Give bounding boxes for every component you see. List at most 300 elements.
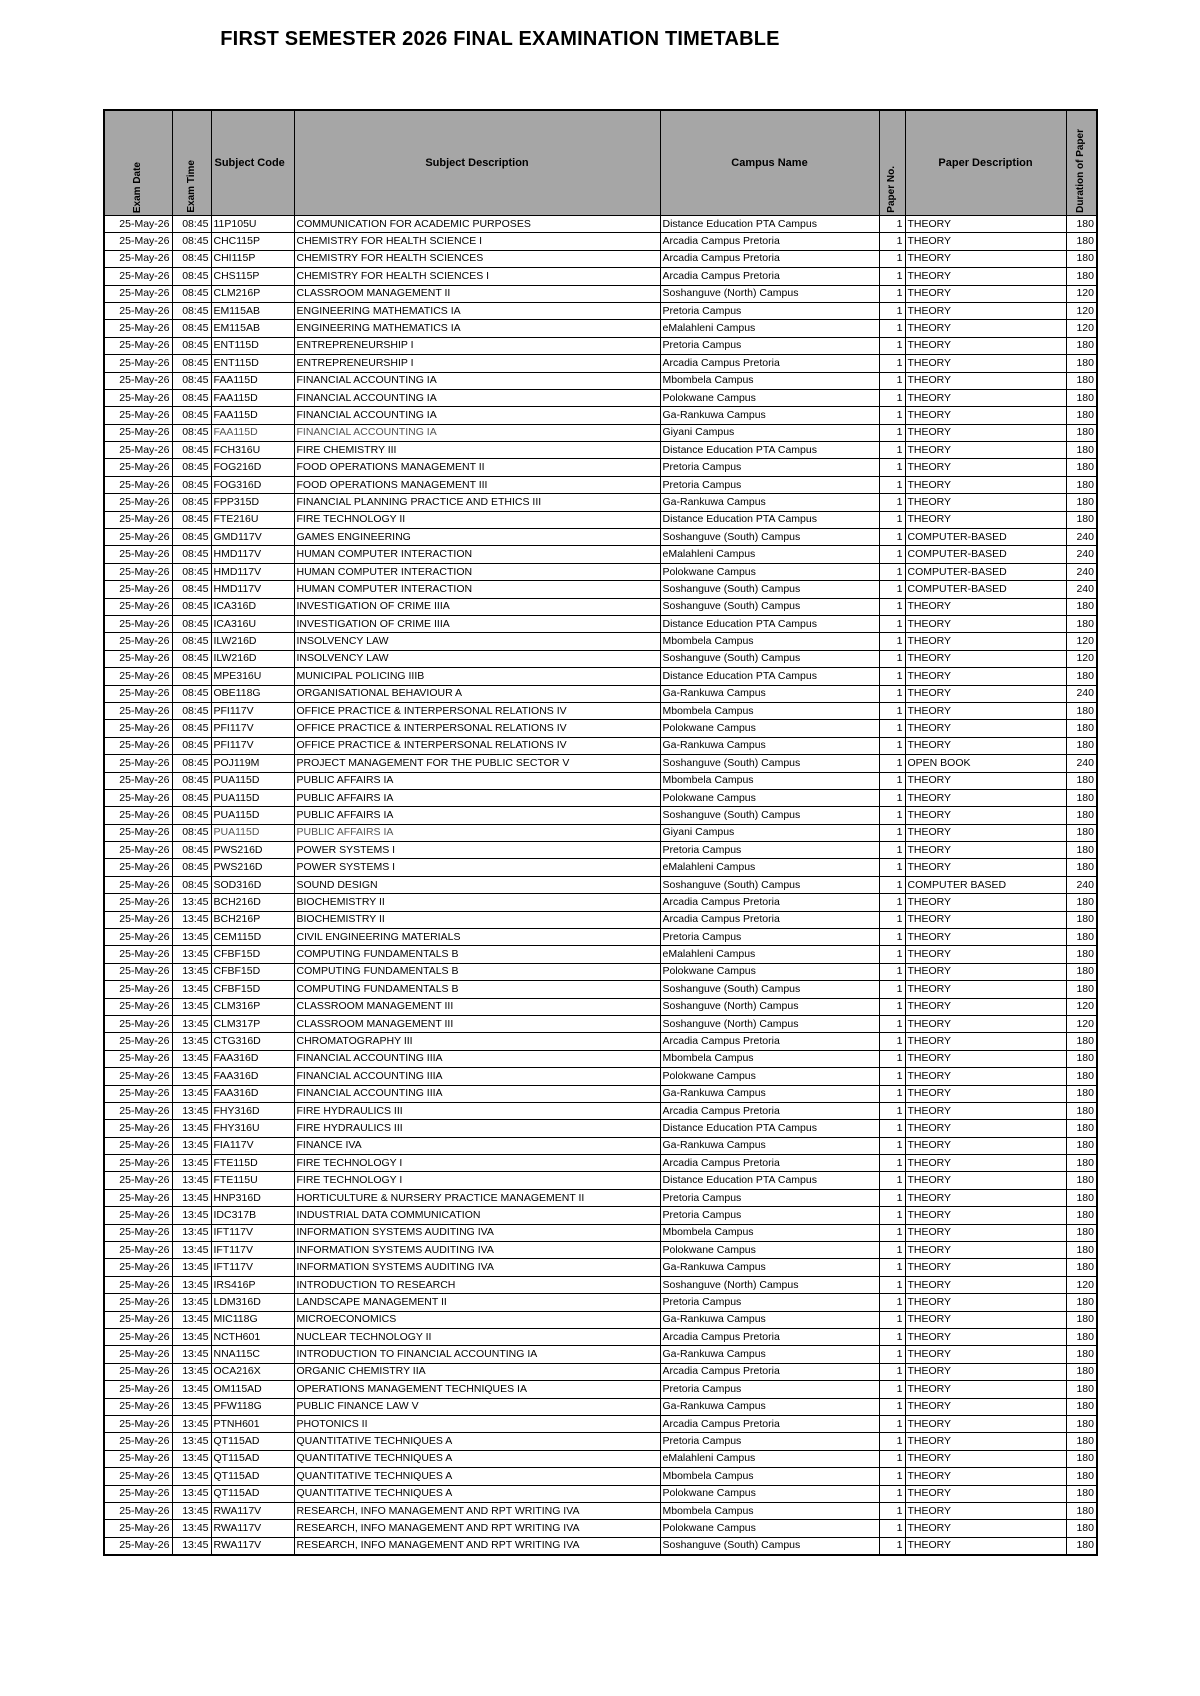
cell-exam-time: 08:45 (172, 598, 211, 615)
cell-exam-date: 25-May-26 (104, 981, 172, 998)
cell-campus-name: Distance Education PTA Campus (660, 1120, 879, 1137)
cell-subject-description: OFFICE PRACTICE & INTERPERSONAL RELATIONS IV (294, 737, 660, 754)
cell-paper-description: THEORY (905, 494, 1066, 511)
table-row (104, 1346, 1097, 1363)
cell-exam-time: 08:45 (172, 216, 211, 233)
cell-paper-no: 1 (879, 581, 905, 598)
cell-subject-description: ORGANIC CHEMISTRY IIA (294, 1363, 660, 1380)
cell-paper-description: THEORY (905, 250, 1066, 267)
cell-subject-code: PTNH601 (211, 1415, 294, 1432)
cell-campus-name: Mbombela Campus (660, 1468, 879, 1485)
cell-subject-code: FCH316U (211, 442, 294, 459)
cell-paper-description: THEORY (905, 1207, 1066, 1224)
cell-campus-name: Distance Education PTA Campus (660, 442, 879, 459)
cell-duration: 180 (1066, 1433, 1097, 1450)
cell-subject-description: INTRODUCTION TO RESEARCH (294, 1276, 660, 1293)
cell-campus-name: Arcadia Campus Pretoria (660, 1102, 879, 1119)
cell-exam-date: 25-May-26 (104, 702, 172, 719)
cell-paper-no: 1 (879, 372, 905, 389)
cell-exam-date: 25-May-26 (104, 216, 172, 233)
cell-subject-description: CIVIL ENGINEERING MATERIALS (294, 929, 660, 946)
cell-subject-code: QT115AD (211, 1433, 294, 1450)
cell-exam-time: 13:45 (172, 1485, 211, 1502)
cell-duration: 120 (1066, 650, 1097, 667)
cell-paper-no: 1 (879, 1415, 905, 1432)
cell-exam-date: 25-May-26 (104, 1398, 172, 1415)
cell-paper-description: THEORY (905, 911, 1066, 928)
cell-duration: 180 (1066, 1294, 1097, 1311)
cell-subject-description: POWER SYSTEMS I (294, 842, 660, 859)
cell-exam-date: 25-May-26 (104, 1068, 172, 1085)
cell-exam-time: 08:45 (172, 859, 211, 876)
cell-duration: 240 (1066, 755, 1097, 772)
cell-exam-time: 08:45 (172, 581, 211, 598)
cell-paper-no: 1 (879, 998, 905, 1015)
cell-paper-no: 1 (879, 842, 905, 859)
cell-exam-time: 08:45 (172, 337, 211, 354)
cell-subject-description: RESEARCH, INFO MANAGEMENT AND RPT WRITING IVA (294, 1502, 660, 1519)
cell-subject-code: RWA117V (211, 1537, 294, 1555)
cell-subject-description: POWER SYSTEMS I (294, 859, 660, 876)
table-row (104, 216, 1097, 233)
cell-exam-time: 08:45 (172, 302, 211, 319)
cell-paper-description: THEORY (905, 737, 1066, 754)
cell-paper-no: 1 (879, 285, 905, 302)
cell-exam-date: 25-May-26 (104, 511, 172, 528)
cell-exam-time: 13:45 (172, 1468, 211, 1485)
cell-exam-time: 13:45 (172, 1120, 211, 1137)
cell-campus-name: Arcadia Campus Pretoria (660, 894, 879, 911)
cell-subject-code: FHY316U (211, 1120, 294, 1137)
cell-duration: 180 (1066, 1068, 1097, 1085)
cell-paper-no: 1 (879, 1433, 905, 1450)
cell-duration: 180 (1066, 1033, 1097, 1050)
table-row (104, 476, 1097, 493)
cell-subject-description: CHEMISTRY FOR HEALTH SCIENCES (294, 250, 660, 267)
cell-paper-description: THEORY (905, 720, 1066, 737)
table-row (104, 529, 1097, 546)
cell-subject-code: IFT117V (211, 1242, 294, 1259)
cell-duration: 180 (1066, 911, 1097, 928)
cell-duration: 120 (1066, 320, 1097, 337)
cell-duration: 180 (1066, 1381, 1097, 1398)
cell-exam-date: 25-May-26 (104, 1468, 172, 1485)
cell-subject-code: ICA316U (211, 615, 294, 632)
cell-campus-name: Soshanguve (South) Campus (660, 529, 879, 546)
cell-subject-description: RESEARCH, INFO MANAGEMENT AND RPT WRITING IVA (294, 1537, 660, 1555)
table-row (104, 1415, 1097, 1432)
cell-duration: 180 (1066, 824, 1097, 841)
cell-campus-name: Pretoria Campus (660, 459, 879, 476)
cell-paper-no: 1 (879, 789, 905, 806)
table-row (104, 407, 1097, 424)
cell-campus-name: Soshanguve (South) Campus (660, 650, 879, 667)
cell-exam-date: 25-May-26 (104, 407, 172, 424)
cell-subject-code: RWA117V (211, 1520, 294, 1537)
cell-subject-description: OPERATIONS MANAGEMENT TECHNIQUES IA (294, 1381, 660, 1398)
table-row (104, 1155, 1097, 1172)
cell-paper-no: 1 (879, 511, 905, 528)
cell-campus-name: Distance Education PTA Campus (660, 511, 879, 528)
cell-paper-description: THEORY (905, 337, 1066, 354)
cell-campus-name: eMalahleni Campus (660, 946, 879, 963)
cell-subject-code: PFW118G (211, 1398, 294, 1415)
cell-paper-no: 1 (879, 1381, 905, 1398)
cell-subject-description: INSOLVENCY LAW (294, 650, 660, 667)
cell-duration: 180 (1066, 1137, 1097, 1154)
cell-exam-time: 08:45 (172, 355, 211, 372)
cell-paper-description: THEORY (905, 285, 1066, 302)
cell-subject-code: IFT117V (211, 1224, 294, 1241)
cell-duration: 180 (1066, 494, 1097, 511)
cell-paper-description: THEORY (905, 702, 1066, 719)
cell-exam-date: 25-May-26 (104, 650, 172, 667)
cell-duration: 240 (1066, 581, 1097, 598)
cell-paper-description: THEORY (905, 1120, 1066, 1137)
cell-exam-date: 25-May-26 (104, 1102, 172, 1119)
cell-subject-description: PUBLIC AFFAIRS IA (294, 807, 660, 824)
cell-subject-description: MUNICIPAL POLICING IIIB (294, 668, 660, 685)
cell-subject-description: CHROMATOGRAPHY III (294, 1033, 660, 1050)
cell-paper-description: THEORY (905, 1485, 1066, 1502)
cell-subject-code: FHY316D (211, 1102, 294, 1119)
cell-paper-no: 1 (879, 563, 905, 580)
cell-exam-date: 25-May-26 (104, 929, 172, 946)
cell-campus-name: Soshanguve (South) Campus (660, 1537, 879, 1555)
cell-subject-description: GAMES ENGINEERING (294, 529, 660, 546)
cell-duration: 180 (1066, 511, 1097, 528)
header-exam-time-label: Exam Time (185, 160, 197, 213)
cell-subject-description: PUBLIC FINANCE LAW V (294, 1398, 660, 1415)
table-row (104, 615, 1097, 632)
cell-duration: 180 (1066, 1415, 1097, 1432)
table-row (104, 1242, 1097, 1259)
cell-paper-no: 1 (879, 807, 905, 824)
table-row (104, 876, 1097, 893)
table-row (104, 1137, 1097, 1154)
cell-campus-name: Soshanguve (South) Campus (660, 598, 879, 615)
cell-duration: 120 (1066, 1276, 1097, 1293)
cell-paper-description: THEORY (905, 1015, 1066, 1032)
cell-paper-no: 1 (879, 1068, 905, 1085)
cell-paper-description: COMPUTER-BASED (905, 581, 1066, 598)
cell-duration: 180 (1066, 1363, 1097, 1380)
cell-duration: 180 (1066, 894, 1097, 911)
cell-paper-no: 1 (879, 355, 905, 372)
cell-subject-description: INFORMATION SYSTEMS AUDITING IVA (294, 1242, 660, 1259)
table-row (104, 337, 1097, 354)
cell-paper-no: 1 (879, 1329, 905, 1346)
cell-paper-description: THEORY (905, 1155, 1066, 1172)
cell-duration: 180 (1066, 1242, 1097, 1259)
cell-subject-description: BIOCHEMISTRY II (294, 894, 660, 911)
cell-subject-code: EM115AB (211, 320, 294, 337)
cell-paper-description: THEORY (905, 1363, 1066, 1380)
cell-exam-time: 08:45 (172, 320, 211, 337)
cell-paper-description: THEORY (905, 1068, 1066, 1085)
cell-subject-code: PUA115D (211, 824, 294, 841)
table-row (104, 1398, 1097, 1415)
cell-subject-description: FINANCIAL ACCOUNTING IA (294, 372, 660, 389)
cell-exam-time: 08:45 (172, 511, 211, 528)
cell-exam-time: 08:45 (172, 633, 211, 650)
cell-exam-date: 25-May-26 (104, 581, 172, 598)
cell-exam-time: 13:45 (172, 1102, 211, 1119)
cell-paper-description: THEORY (905, 1085, 1066, 1102)
cell-subject-code: CLM317P (211, 1015, 294, 1032)
cell-exam-date: 25-May-26 (104, 355, 172, 372)
cell-campus-name: Ga-Rankuwa Campus (660, 1311, 879, 1328)
cell-exam-time: 13:45 (172, 1520, 211, 1537)
cell-subject-code: HMD117V (211, 546, 294, 563)
cell-exam-time: 13:45 (172, 1294, 211, 1311)
cell-paper-description: THEORY (905, 1033, 1066, 1050)
table-row (104, 1520, 1097, 1537)
cell-exam-date: 25-May-26 (104, 876, 172, 893)
cell-subject-description: ORGANISATIONAL BEHAVIOUR A (294, 685, 660, 702)
cell-paper-no: 1 (879, 1172, 905, 1189)
table-row (104, 998, 1097, 1015)
header-duration-label: Duration of Paper (1075, 129, 1087, 213)
cell-paper-description: THEORY (905, 442, 1066, 459)
cell-campus-name: Arcadia Campus Pretoria (660, 1033, 879, 1050)
cell-paper-description: THEORY (905, 1311, 1066, 1328)
cell-paper-no: 1 (879, 1398, 905, 1415)
cell-campus-name: Polokwane Campus (660, 1242, 879, 1259)
cell-subject-description: CLASSROOM MANAGEMENT III (294, 998, 660, 1015)
cell-exam-date: 25-May-26 (104, 772, 172, 789)
cell-paper-description: THEORY (905, 842, 1066, 859)
cell-subject-code: GMD117V (211, 529, 294, 546)
cell-campus-name: Soshanguve (South) Campus (660, 581, 879, 598)
table-row (104, 1102, 1097, 1119)
cell-subject-description: MICROECONOMICS (294, 1311, 660, 1328)
cell-subject-description: PROJECT MANAGEMENT FOR THE PUBLIC SECTOR V (294, 755, 660, 772)
cell-campus-name: Pretoria Campus (660, 1189, 879, 1206)
cell-paper-description: THEORY (905, 1294, 1066, 1311)
cell-exam-time: 13:45 (172, 911, 211, 928)
cell-paper-description: THEORY (905, 1468, 1066, 1485)
cell-subject-code: HNP316D (211, 1189, 294, 1206)
cell-duration: 180 (1066, 459, 1097, 476)
cell-duration: 180 (1066, 789, 1097, 806)
timetable-body (104, 216, 1097, 1556)
cell-subject-description: FINANCIAL PLANNING PRACTICE AND ETHICS III (294, 494, 660, 511)
cell-duration: 180 (1066, 1050, 1097, 1067)
cell-paper-description: THEORY (905, 1381, 1066, 1398)
cell-subject-description: QUANTITATIVE TECHNIQUES A (294, 1485, 660, 1502)
cell-paper-no: 1 (879, 981, 905, 998)
cell-duration: 180 (1066, 1329, 1097, 1346)
cell-paper-description: THEORY (905, 981, 1066, 998)
cell-paper-description: THEORY (905, 615, 1066, 632)
cell-duration: 180 (1066, 842, 1097, 859)
cell-duration: 180 (1066, 1468, 1097, 1485)
cell-campus-name: Pretoria Campus (660, 337, 879, 354)
cell-subject-code: OM115AD (211, 1381, 294, 1398)
cell-duration: 180 (1066, 963, 1097, 980)
table-row (104, 1537, 1097, 1555)
cell-paper-no: 1 (879, 859, 905, 876)
cell-campus-name: Polokwane Campus (660, 1520, 879, 1537)
cell-paper-no: 1 (879, 302, 905, 319)
table-row (104, 355, 1097, 372)
cell-campus-name: Soshanguve (South) Campus (660, 807, 879, 824)
table-row (104, 842, 1097, 859)
table-row (104, 598, 1097, 615)
table-row (104, 650, 1097, 667)
cell-exam-time: 13:45 (172, 1433, 211, 1450)
cell-exam-date: 25-May-26 (104, 233, 172, 250)
cell-subject-description: ENTREPRENEURSHIP I (294, 355, 660, 372)
cell-duration: 180 (1066, 424, 1097, 441)
cell-duration: 180 (1066, 1085, 1097, 1102)
cell-exam-date: 25-May-26 (104, 911, 172, 928)
table-row (104, 511, 1097, 528)
table-row (104, 581, 1097, 598)
table-row (104, 389, 1097, 406)
cell-exam-time: 08:45 (172, 668, 211, 685)
table-row (104, 963, 1097, 980)
cell-subject-description: CHEMISTRY FOR HEALTH SCIENCE I (294, 233, 660, 250)
table-row (104, 442, 1097, 459)
cell-exam-date: 25-May-26 (104, 424, 172, 441)
cell-duration: 240 (1066, 876, 1097, 893)
cell-campus-name: Polokwane Campus (660, 789, 879, 806)
table-row (104, 1015, 1097, 1032)
cell-exam-time: 08:45 (172, 842, 211, 859)
cell-duration: 180 (1066, 981, 1097, 998)
cell-subject-description: NUCLEAR TECHNOLOGY II (294, 1329, 660, 1346)
cell-exam-date: 25-May-26 (104, 998, 172, 1015)
cell-exam-time: 13:45 (172, 1015, 211, 1032)
cell-subject-code: RWA117V (211, 1502, 294, 1519)
cell-campus-name: Ga-Rankuwa Campus (660, 407, 879, 424)
cell-campus-name: Mbombela Campus (660, 1050, 879, 1067)
cell-exam-time: 08:45 (172, 563, 211, 580)
table-row (104, 1276, 1097, 1293)
table-row (104, 1224, 1097, 1241)
cell-paper-description: THEORY (905, 824, 1066, 841)
cell-paper-no: 1 (879, 1294, 905, 1311)
cell-exam-date: 25-May-26 (104, 1363, 172, 1380)
cell-paper-description: THEORY (905, 511, 1066, 528)
cell-exam-time: 08:45 (172, 407, 211, 424)
cell-duration: 180 (1066, 389, 1097, 406)
table-row (104, 1189, 1097, 1206)
cell-paper-no: 1 (879, 1120, 905, 1137)
cell-duration: 180 (1066, 1102, 1097, 1119)
cell-campus-name: Arcadia Campus Pretoria (660, 355, 879, 372)
cell-paper-no: 1 (879, 668, 905, 685)
cell-campus-name: Ga-Rankuwa Campus (660, 685, 879, 702)
cell-exam-time: 13:45 (172, 1085, 211, 1102)
cell-paper-no: 1 (879, 1207, 905, 1224)
cell-subject-code: FOG216D (211, 459, 294, 476)
cell-duration: 240 (1066, 563, 1097, 580)
cell-exam-date: 25-May-26 (104, 824, 172, 841)
cell-exam-date: 25-May-26 (104, 1537, 172, 1555)
cell-exam-time: 08:45 (172, 737, 211, 754)
cell-exam-date: 25-May-26 (104, 963, 172, 980)
cell-subject-description: COMPUTING FUNDAMENTALS B (294, 981, 660, 998)
cell-duration: 180 (1066, 476, 1097, 493)
cell-campus-name: Distance Education PTA Campus (660, 668, 879, 685)
cell-exam-time: 13:45 (172, 1381, 211, 1398)
cell-subject-code: CHC115P (211, 233, 294, 250)
cell-subject-description: FINANCIAL ACCOUNTING IA (294, 407, 660, 424)
cell-paper-no: 1 (879, 598, 905, 615)
cell-subject-description: INVESTIGATION OF CRIME IIIA (294, 615, 660, 632)
cell-subject-description: HUMAN COMPUTER INTERACTION (294, 563, 660, 580)
header-paper-no (879, 110, 905, 216)
cell-subject-code: IFT117V (211, 1259, 294, 1276)
cell-duration: 180 (1066, 737, 1097, 754)
table-row (104, 1172, 1097, 1189)
cell-paper-description: THEORY (905, 1329, 1066, 1346)
cell-exam-time: 13:45 (172, 1207, 211, 1224)
cell-campus-name: Giyani Campus (660, 824, 879, 841)
cell-paper-description: THEORY (905, 1224, 1066, 1241)
cell-duration: 180 (1066, 1189, 1097, 1206)
cell-paper-description: THEORY (905, 1137, 1066, 1154)
cell-duration: 180 (1066, 946, 1097, 963)
cell-campus-name: Soshanguve (North) Campus (660, 1015, 879, 1032)
cell-paper-description: THEORY (905, 1172, 1066, 1189)
cell-duration: 180 (1066, 1485, 1097, 1502)
cell-subject-description: PUBLIC AFFAIRS IA (294, 824, 660, 841)
cell-subject-description: INDUSTRIAL DATA COMMUNICATION (294, 1207, 660, 1224)
cell-duration: 180 (1066, 233, 1097, 250)
cell-duration: 180 (1066, 1207, 1097, 1224)
cell-exam-time: 08:45 (172, 268, 211, 285)
cell-campus-name: Mbombela Campus (660, 633, 879, 650)
table-row (104, 320, 1097, 337)
cell-paper-description: THEORY (905, 389, 1066, 406)
table-row (104, 1485, 1097, 1502)
cell-subject-description: FINANCIAL ACCOUNTING IIIA (294, 1068, 660, 1085)
table-row (104, 789, 1097, 806)
cell-exam-time: 13:45 (172, 1363, 211, 1380)
cell-exam-date: 25-May-26 (104, 598, 172, 615)
cell-paper-no: 1 (879, 424, 905, 441)
cell-paper-no: 1 (879, 1259, 905, 1276)
cell-subject-code: ENT115D (211, 337, 294, 354)
cell-exam-time: 13:45 (172, 929, 211, 946)
cell-paper-description: COMPUTER-BASED (905, 563, 1066, 580)
table-row (104, 494, 1097, 511)
cell-duration: 180 (1066, 772, 1097, 789)
cell-exam-date: 25-May-26 (104, 389, 172, 406)
cell-paper-description: THEORY (905, 789, 1066, 806)
cell-subject-description: COMPUTING FUNDAMENTALS B (294, 963, 660, 980)
cell-paper-description: THEORY (905, 946, 1066, 963)
cell-campus-name: Soshanguve (South) Campus (660, 876, 879, 893)
cell-campus-name: Distance Education PTA Campus (660, 216, 879, 233)
cell-paper-description: THEORY (905, 859, 1066, 876)
header-subject-code: Subject Code (211, 110, 294, 216)
header-campus-name: Campus Name (660, 110, 879, 216)
table-row (104, 685, 1097, 702)
cell-exam-time: 13:45 (172, 1172, 211, 1189)
cell-duration: 180 (1066, 442, 1097, 459)
cell-paper-no: 1 (879, 1537, 905, 1555)
cell-subject-description: FIRE TECHNOLOGY II (294, 511, 660, 528)
cell-paper-description: COMPUTER-BASED (905, 529, 1066, 546)
cell-subject-code: EM115AB (211, 302, 294, 319)
cell-subject-code: NCTH601 (211, 1329, 294, 1346)
cell-campus-name: Arcadia Campus Pretoria (660, 1415, 879, 1432)
